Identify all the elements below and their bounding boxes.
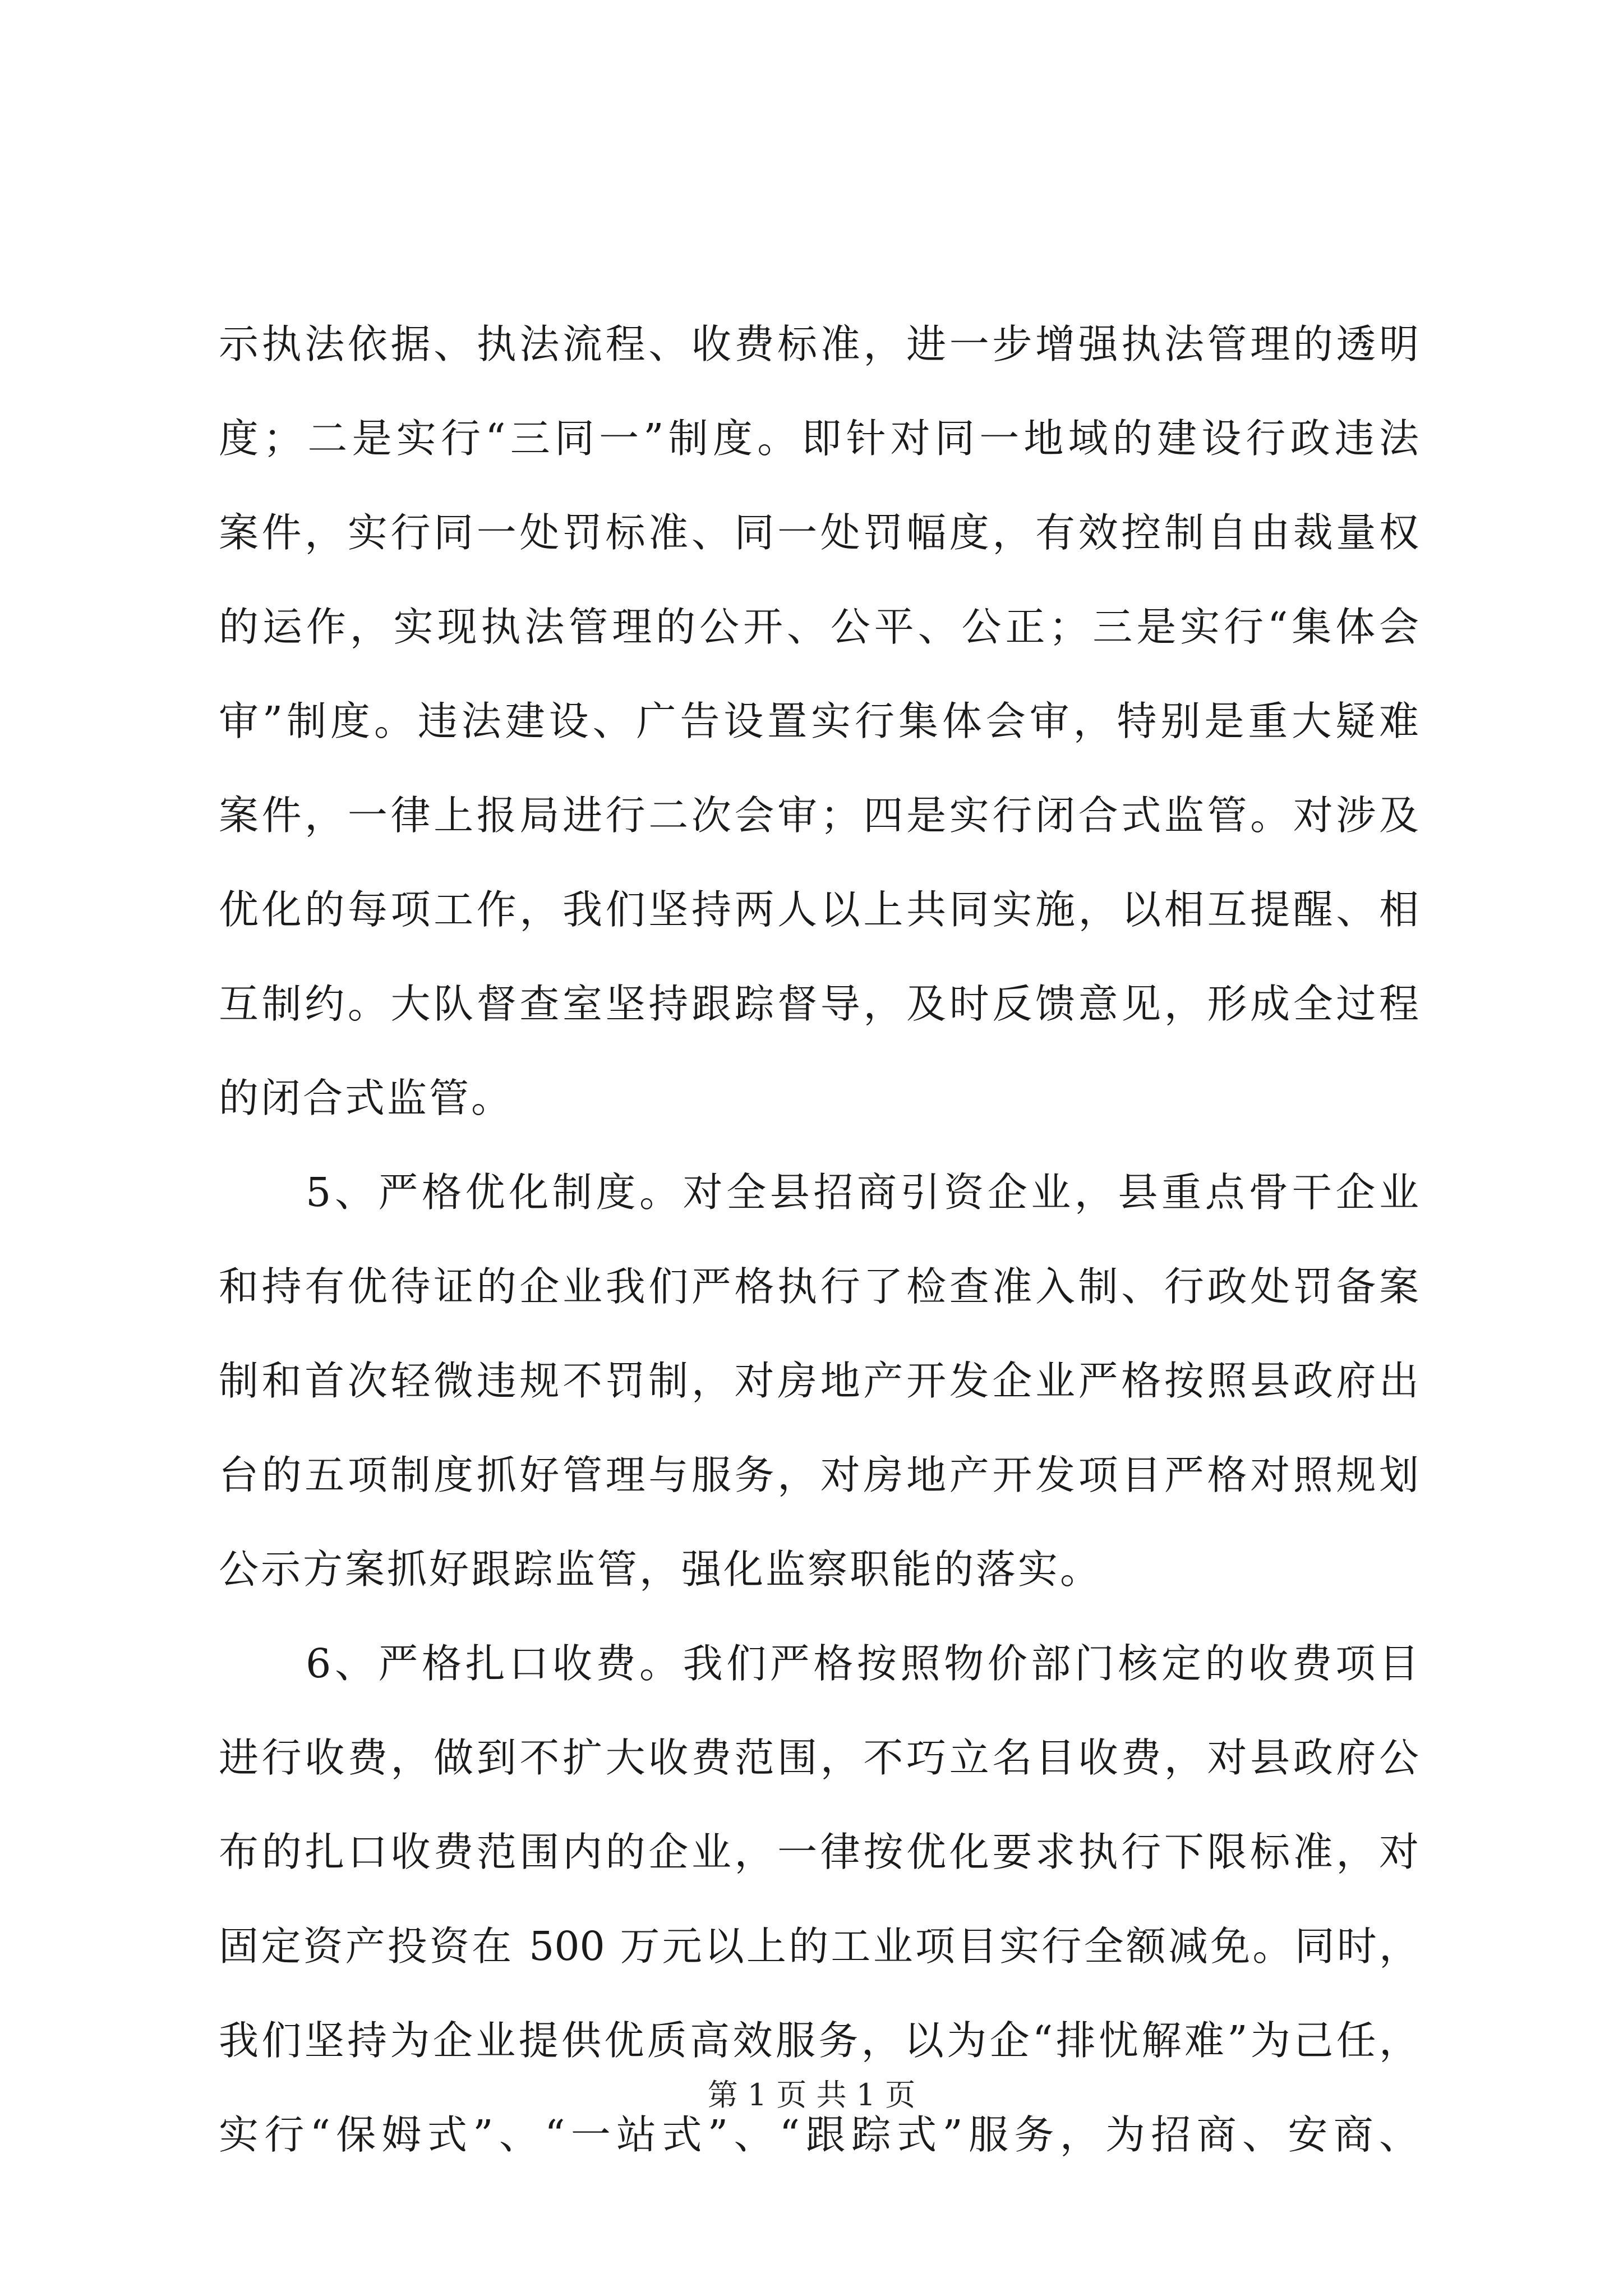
page-footer: [0, 2076, 1623, 2115]
text-line: 5、严格优化制度。对全县招商引资企业，县重点骨干企业: [219, 1169, 1419, 1216]
text-line: 公示方案抓好跟踪监管，强化监察职能的落实。: [219, 1546, 1103, 1593]
text-line: 度；二是实行“三同一”制度。即针对同一地域的建设行政违法: [219, 415, 1419, 462]
text-line: 的闭合式监管。: [219, 1075, 514, 1121]
document-body: [219, 297, 1419, 2182]
text-line: 布的扎口收费范围内的企业，一律按优化要求执行下限标准，对: [219, 1829, 1419, 1875]
text-line: 实行“保姆式”、“一站式”、“跟踪式”服务，为招商、安商、: [219, 2111, 1419, 2158]
text-line: 和持有优待证的企业我们严格执行了检查准入制、行政处罚备案: [219, 1263, 1419, 1310]
text-line: 我们坚持为企业提供优质高效服务，以为企“排忧解难”为己任，: [219, 2017, 1419, 2064]
text-line: 审”制度。违法建设、广告设置实行集体会审，特别是重大疑难: [219, 698, 1419, 744]
text-line: 的运作，实现执法管理的公开、公平、公正；三是实行“集体会: [219, 604, 1419, 650]
text-line: 6、严格扎口收费。我们严格按照物价部门核定的收费项目: [219, 1640, 1419, 1687]
text-line: 案件，一律上报局进行二次会审；四是实行闭合式监管。对涉及: [219, 792, 1419, 839]
text-line: 互制约。大队督查室坚持跟踪督导，及时反馈意见，形成全过程: [219, 981, 1419, 1027]
page-number: 第 1 页 共 1 页: [707, 2077, 916, 2113]
text-line: 优化的每项工作，我们坚持两人以上共同实施，以相互提醒、相: [219, 886, 1419, 933]
text-line: 固定资产投资在 500 万元以上的工业项目实行全额减免。同时，: [219, 1923, 1419, 1970]
text-line: 示执法依据、执法流程、收费标准，进一步增强执法管理的透明: [219, 321, 1419, 367]
text-line: 制和首次轻微违规不罚制，对房地产开发企业严格按照县政府出: [219, 1358, 1419, 1404]
text-line: 案件，实行同一处罚标准、同一处罚幅度，有效控制自由裁量权: [219, 509, 1419, 556]
text-line: 台的五项制度抓好管理与服务，对房地产开发项目严格对照规划: [219, 1452, 1419, 1498]
text-line: 进行收费，做到不扩大收费范围，不巧立名目收费，对县政府公: [219, 1734, 1419, 1781]
